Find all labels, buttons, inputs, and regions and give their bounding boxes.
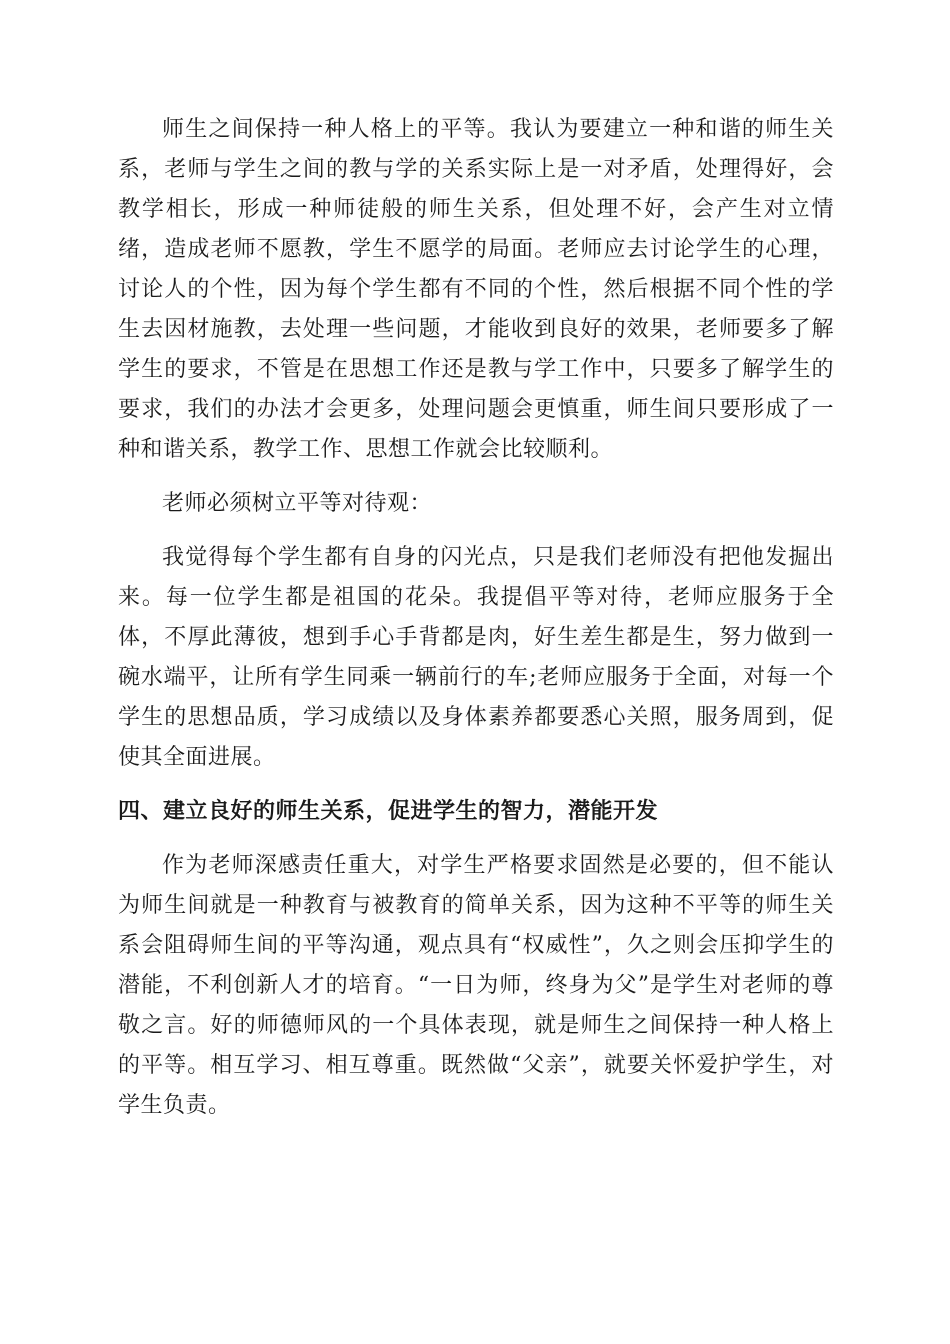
- body-paragraph: 老师必须树立平等对待观：: [162, 491, 433, 516]
- document-page: [118, 110, 834, 1126]
- section-heading: 四、建立良好的师生关系，促进学生的智力，潜能开发: [118, 799, 659, 824]
- body-paragraph: 我觉得每个学生都有自身的闪光点，只是我们老师没有把他发掘出来。每一位学生都是祖国的花朵。我提倡平等对待，老师应服务于全体，不厚此薄彼，想到手心手背都是肉，好生差生都是生，努力做到一碗水端平，让所有学生同乘一辆前行的车;老师应服务于全面，对每一个学生的思想品质，学习成绩以及身体素养都要悉心关照，服务周到，促使其全面进展。: [118, 545, 834, 770]
- body-paragraph: 师生之间保持一种人格上的平等。我认为要建立一种和谐的师生关系，老师与学生之间的教与学的关系实际上是一对矛盾，处理得好，会教学相长，形成一种师徒般的师生关系，但处理不好，会产生对立情绪，造成老师不愿教，学生不愿学的局面。老师应去讨论学生的心理，讨论人的个性，因为每个学生都有不同的个性，然后根据不同个性的学生去因材施教，去处理一些问题，才能收到良好的效果，老师要多了解学生的要求，不管是在思想工作还是教与学工作中，只要多了解学生的要求，我们的办法才会更多，处理问题会更慎重，师生间只要形成了一种和谐关系，教学工作、思想工作就会比较顺利。: [118, 117, 834, 462]
- body-paragraph: 作为老师深感责任重大，对学生严格要求固然是必要的，但不能认为师生间就是一种教育与被教育的简单关系，因为这种不平等的师生关系会阻碍师生间的平等沟通，观点具有“权威性”，久之则会压抑学生的潜能，不利创新人才的培育。“一日为师，终身为父”是学生对老师的尊敬之言。好的师德师风的一个具体表现，就是师生之间保持一种人格上的平等。相互学习、相互尊重。既然做“父亲”，就要关怀爱护学生，对学生负责。: [118, 853, 834, 1118]
